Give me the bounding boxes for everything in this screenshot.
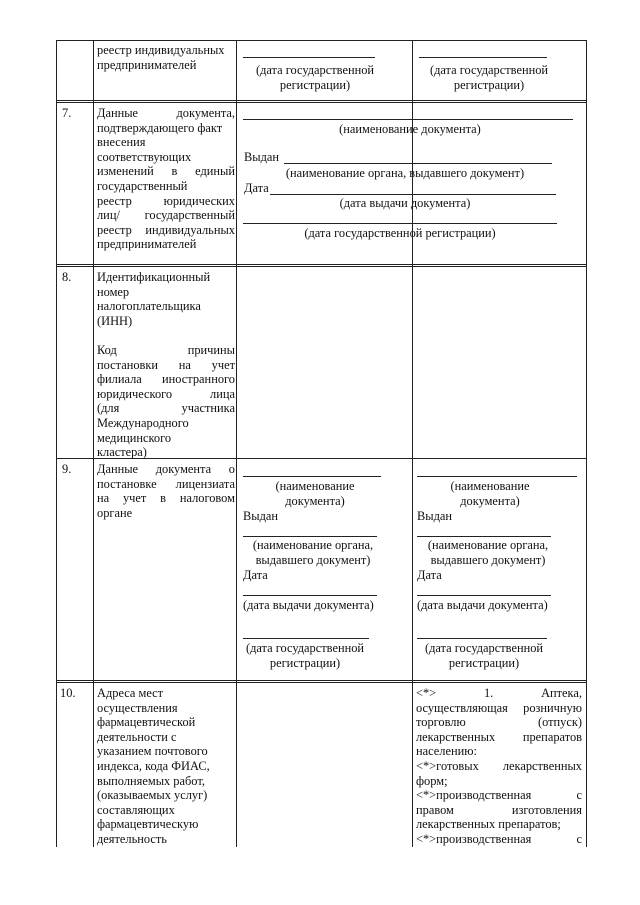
- blank-line: [419, 57, 547, 58]
- option-line: <*>готовых лекарственных: [416, 758, 582, 773]
- desc-line: осуществления: [97, 700, 178, 715]
- blank-line: [243, 536, 377, 537]
- caption-line: (дата государственной: [255, 63, 375, 77]
- blank-line: [243, 119, 573, 120]
- caption-line: (наименование органа,: [427, 538, 549, 552]
- desc-line: налогоплательщика: [97, 299, 201, 314]
- desc-line: фармацевтической: [97, 715, 196, 730]
- desc-line: индекса, кода ФИАС,: [97, 758, 210, 773]
- row-number: 9.: [62, 462, 72, 476]
- blank-line: [417, 536, 551, 537]
- desc-line: номер: [97, 284, 130, 299]
- desc-line: выполняемых работ,: [97, 773, 205, 788]
- row8-kpp-label: [97, 343, 235, 460]
- column-divider-1: [93, 40, 94, 847]
- option-line: правом изготовления: [416, 802, 582, 817]
- desc-line: (оказываемых услуг): [97, 788, 208, 803]
- caption-line: (наименование: [450, 479, 530, 493]
- desc-line: на учет в налоговом: [97, 491, 235, 506]
- desc-line: предпринимателей: [97, 237, 197, 252]
- doc-name-caption: [240, 479, 390, 508]
- option-line: <*> 1. Аптека,: [416, 686, 582, 700]
- desc-line: Данные документа,: [97, 106, 235, 120]
- desc-line: изменений в единый: [97, 164, 235, 179]
- blank-line: [284, 163, 552, 164]
- doc-name-caption: (наименование документа): [339, 122, 481, 136]
- column-divider-2: [236, 40, 237, 847]
- blank-line: [417, 595, 551, 596]
- issued-label: Выдан: [243, 509, 279, 523]
- desc-line: филиала иностранного: [97, 372, 235, 387]
- date-label: Дата: [417, 568, 442, 582]
- option-line: лекарственных препаратов;: [416, 817, 561, 832]
- caption-line: (дата государственной: [424, 641, 544, 655]
- desc-line: указанием почтового: [97, 744, 208, 759]
- caption-line: (дата государственной: [245, 641, 365, 655]
- blank-line: [417, 476, 577, 477]
- date-caption: (дата выдачи документа): [243, 598, 374, 612]
- row-number: 8.: [62, 270, 72, 284]
- date-caption: (дата выдачи документа): [339, 196, 471, 210]
- desc-line: фармацевтическую: [97, 817, 199, 832]
- option-line: населению:: [416, 744, 477, 759]
- desc-line: Данные документа о: [97, 462, 235, 476]
- reg-date-caption: (дата государственной регистрации): [304, 226, 496, 240]
- option-line: форм;: [416, 773, 448, 788]
- issued-label: Выдан: [244, 150, 280, 164]
- reg-caption: [230, 641, 380, 670]
- desc-line: (ИНН): [97, 313, 133, 328]
- option-line: <*>производственная с: [416, 831, 582, 846]
- desc-line: лиц/ государственный: [97, 208, 235, 223]
- row-top-col3-caption: [240, 63, 390, 92]
- desc-line: органе: [97, 505, 133, 520]
- desc-line: соответствующих: [97, 149, 192, 164]
- caption-line: (наименование органа,: [252, 538, 374, 552]
- option-line: осуществляющая розничную: [416, 700, 582, 715]
- row-divider-7: [56, 100, 587, 103]
- blank-line: [417, 638, 547, 639]
- desc-line: реестр юридических: [97, 193, 235, 208]
- issuer-caption: (наименование органа, выдавшего документ): [285, 166, 525, 180]
- reg-caption: [408, 641, 560, 670]
- row10-pharmacy-options: [416, 686, 582, 847]
- caption-line: регистрации): [279, 77, 351, 92]
- desc-line: реестр индивидуальных: [97, 222, 235, 237]
- row9-description: [97, 462, 235, 520]
- row-top-description: [97, 43, 235, 72]
- desc-line: предпринимателей: [97, 57, 197, 72]
- desc-line: внесения: [97, 135, 146, 150]
- desc-line: (для участника: [97, 401, 235, 416]
- desc-line: реестр индивидуальных: [97, 43, 225, 57]
- row-number: 10.: [60, 686, 76, 700]
- row7-description: [97, 106, 235, 252]
- caption-line: (дата государственной: [429, 63, 549, 77]
- desc-line: государственный: [97, 178, 188, 193]
- issuer-caption: [238, 538, 388, 567]
- date-label: Дата: [244, 181, 269, 195]
- option-line: <*>производственная с: [416, 788, 582, 803]
- table-border-right: [586, 40, 587, 847]
- desc-line: постановки на учет: [97, 357, 235, 372]
- caption-line: (наименование: [275, 479, 355, 493]
- desc-line: Международного: [97, 415, 189, 430]
- table-border-top: [56, 40, 587, 41]
- row-divider-8: [56, 264, 587, 267]
- row10-description: [97, 686, 235, 847]
- caption-line: выдавшего документ): [255, 552, 371, 567]
- blank-line: [243, 223, 557, 224]
- row-number: 7.: [62, 106, 72, 120]
- caption-line: регистрации): [269, 655, 341, 670]
- doc-name-caption: [414, 479, 566, 508]
- desc-line: постановке лицензиата: [97, 476, 235, 491]
- caption-line: регистрации): [448, 655, 520, 670]
- issued-label: Выдан: [417, 509, 453, 523]
- desc-line: медицинского: [97, 430, 172, 445]
- table-border-left: [56, 40, 57, 847]
- desc-line: составляющих: [97, 802, 175, 817]
- date-caption: (дата выдачи документа): [417, 598, 548, 612]
- caption-line: выдавшего документ): [430, 552, 546, 567]
- desc-line: Идентификационный: [97, 270, 211, 284]
- date-label: Дата: [243, 568, 268, 582]
- row-divider-10: [56, 680, 587, 683]
- blank-line: [270, 194, 556, 195]
- caption-line: регистрации): [453, 77, 525, 92]
- blank-line: [243, 57, 375, 58]
- row-top-col4-caption: [414, 63, 564, 92]
- desc-line: кластера): [97, 445, 147, 460]
- column-divider-3: [412, 40, 413, 847]
- issuer-caption: [412, 538, 564, 567]
- desc-line: Адреса мест: [97, 686, 164, 700]
- desc-line: деятельности с: [97, 729, 177, 744]
- caption-line: документа): [285, 493, 345, 508]
- desc-line: Код причины: [97, 343, 235, 357]
- row8-inn-label: [97, 270, 235, 328]
- blank-line: [243, 638, 369, 639]
- blank-line: [243, 595, 377, 596]
- option-line: торговлю (отпуск): [416, 715, 582, 730]
- desc-line: юридического лица: [97, 386, 235, 401]
- caption-line: документа): [460, 493, 520, 508]
- desc-line: подтверждающего факт: [97, 120, 223, 135]
- desc-line: деятельность: [97, 831, 167, 846]
- blank-line: [243, 476, 381, 477]
- option-line: лекарственных препаратов: [416, 729, 582, 744]
